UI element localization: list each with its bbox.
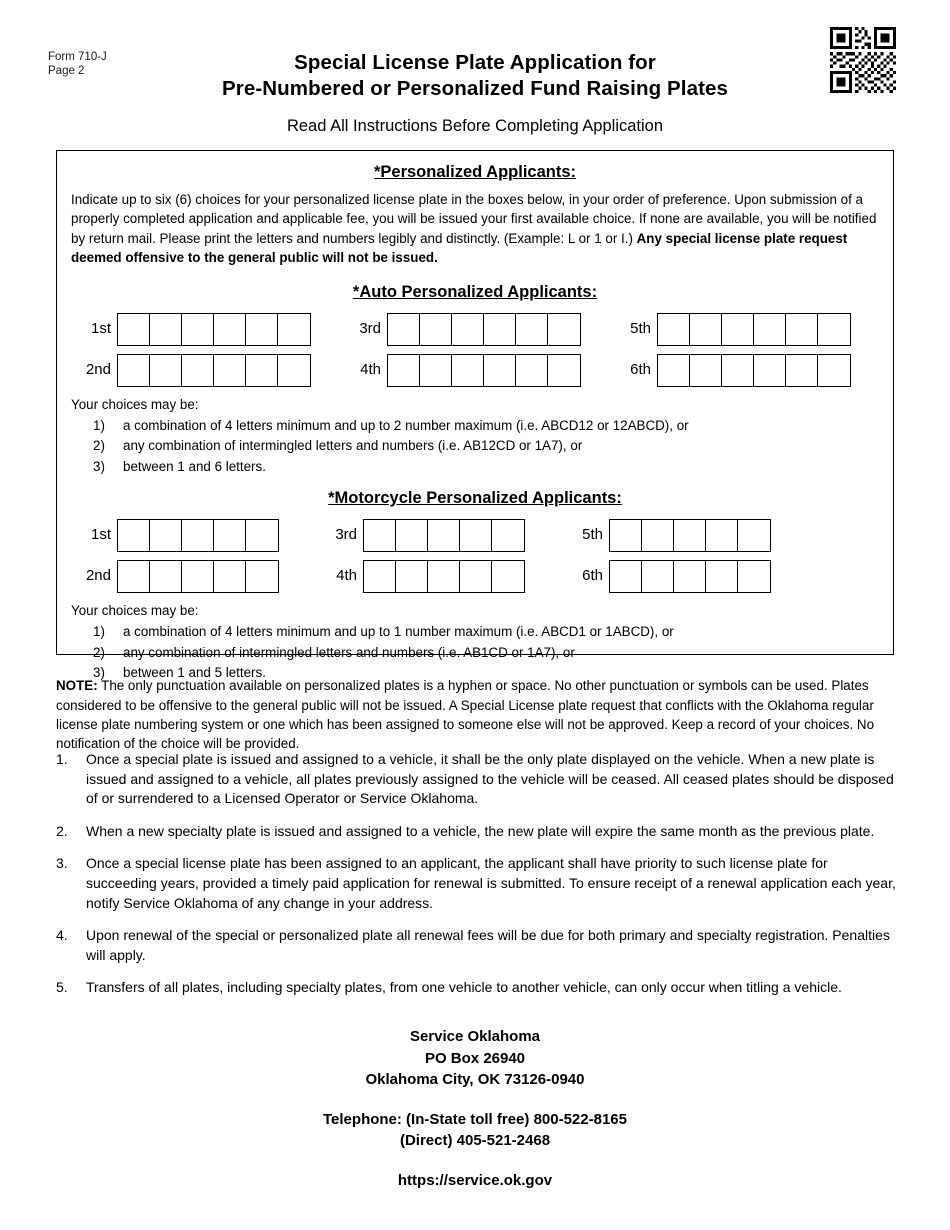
choice-text: any combination of intermingled letters and numbers (i.e. AB1CD or 1A7), or [123, 644, 575, 660]
plate-char-cell[interactable] [150, 314, 182, 345]
plate-char-cell[interactable] [428, 561, 460, 592]
note-text: The only punctuation available on personalized plates is a hyphen or space. No other punctuation or symbols can be used. Plates considered to be offensive to the general public will not be issued. A Special License plate request that conflicts with the Oklahoma regular license plate numbering system or one which has been assigned to someone else will not be approved. Keep a record of your choices. No notification of the choice will be provided. [56, 678, 875, 751]
plate-char-cell[interactable] [690, 314, 722, 345]
plate-char-cell[interactable] [452, 355, 484, 386]
term-item [56, 750, 899, 809]
form-number: Form 710-J [48, 51, 107, 63]
note-label: NOTE: [56, 678, 98, 694]
plate-char-cell[interactable] [674, 561, 706, 592]
choice-text: between 1 and 5 letters. [123, 665, 266, 681]
plate-char-cell[interactable] [548, 314, 580, 345]
motorcycle-choice-3rd [313, 519, 525, 552]
personalized-heading: *Personalized Applicants: [373, 163, 577, 181]
plate-char-cell[interactable] [388, 314, 420, 345]
auto-personalized-heading: *Auto Personalized Applicants: [352, 282, 598, 301]
plate-char-cell[interactable] [182, 314, 214, 345]
plate-char-cell[interactable] [706, 520, 738, 551]
plate-entry-boxes[interactable] [387, 354, 581, 387]
plate-char-cell[interactable] [674, 520, 706, 551]
title-line-2: Pre-Numbered or Personalized Fund Raising Plates [221, 77, 729, 100]
choice-number: 3) [93, 665, 105, 681]
plate-char-cell[interactable] [214, 314, 246, 345]
plate-char-cell[interactable] [118, 561, 150, 592]
term-text: Once a special license plate has been assigned to an applicant, the applicant shall have priority to such license plate for succeeding years, provided a timely paid application for renewal is submitted. To ensure receipt of a renewal application each year, notify Service Oklahoma of any change in your address. [86, 855, 896, 911]
plate-char-cell[interactable] [786, 355, 818, 386]
plate-char-cell[interactable] [738, 561, 770, 592]
plate-char-cell[interactable] [150, 561, 182, 592]
motorcycle-plate-choice-grid [57, 519, 893, 593]
intro-text: Indicate up to six (6) choices for your personalized license plate in the boxes below, in your order of preference. Upon submission of a properly completed application and applicable fee, you will be issued your first available choice. If none are available, you will be notified by return mail. Please print the letters and numbers legibly and distinctly. (Example: L or 1 or I.) [71, 192, 877, 246]
plate-char-cell[interactable] [706, 561, 738, 592]
motorcycle-choice-5th [559, 519, 771, 552]
plate-entry-boxes[interactable] [609, 560, 771, 593]
plate-char-cell[interactable] [484, 314, 516, 345]
ordinal-label: 3rd [335, 526, 357, 544]
auto-choice-5th [607, 313, 851, 346]
ordinal-label: 2nd [85, 361, 111, 379]
plate-char-cell[interactable] [690, 355, 722, 386]
plate-char-cell[interactable] [214, 520, 246, 551]
term-number: 1. [56, 751, 68, 767]
auto-choice-row [67, 313, 883, 346]
agency-city-state-zip: Oklahoma City, OK 73126-0940 [365, 1071, 585, 1088]
plate-char-cell[interactable] [610, 520, 642, 551]
page-subtitle: Read All Instructions Before Completing Application [286, 117, 664, 135]
plate-char-cell[interactable] [722, 355, 754, 386]
auto-choice-4th [337, 354, 581, 387]
auto-choices-lead: Your choices may be: [71, 396, 199, 412]
auto-plate-choice-grid [57, 313, 893, 387]
plate-char-cell[interactable] [818, 314, 850, 345]
plate-char-cell[interactable] [642, 561, 674, 592]
choice-text: a combination of 4 letters minimum and up to 2 number maximum (i.e. ABCD12 or 12ABCD), or [123, 417, 689, 433]
term-text: Once a special plate is issued and assigned to a vehicle, it shall be the only plate displayed on the vehicle. When a new plate is issued and assigned to a vehicle, all plates previously assigned to the vehicle will be ceased. All ceased plates should be disposed of or surrendered to a Licensed Operator or Service Oklahoma. [86, 751, 894, 807]
footer-spacer [0, 1091, 950, 1109]
motorcycle-choice-1st [67, 519, 279, 552]
plate-entry-boxes[interactable] [657, 354, 851, 387]
ordinal-label: 4th [336, 567, 357, 585]
plate-entry-boxes[interactable] [657, 313, 851, 346]
plate-char-cell[interactable] [182, 561, 214, 592]
plate-char-cell[interactable] [452, 314, 484, 345]
choice-text: any combination of intermingled letters and numbers (i.e. AB12CD or 1A7), or [123, 438, 583, 454]
ordinal-label: 1st [90, 320, 111, 338]
agency-name: Service Oklahoma [409, 1028, 541, 1045]
plate-char-cell[interactable] [278, 355, 310, 386]
term-item [56, 854, 899, 913]
choice-number: 3) [93, 459, 105, 475]
motorcycle-choice-item [93, 622, 893, 641]
plate-char-cell[interactable] [364, 520, 396, 551]
auto-choice-item [93, 416, 893, 435]
plate-char-cell[interactable] [484, 355, 516, 386]
plate-char-cell[interactable] [610, 561, 642, 592]
plate-char-cell[interactable] [278, 314, 310, 345]
term-text: Upon renewal of the special or personalized plate all renewal fees will be due for both primary and specialty registration. Penalties will apply. [86, 927, 890, 963]
auto-choice-item [93, 436, 893, 455]
plate-char-cell[interactable] [460, 520, 492, 551]
plate-entry-boxes[interactable] [363, 519, 525, 552]
term-number: 4. [56, 927, 68, 944]
note-paragraph [56, 676, 899, 753]
agency-contact-block [0, 1026, 950, 1191]
choice-number: 1) [93, 623, 105, 639]
choice-text: between 1 and 6 letters. [123, 459, 266, 475]
term-number: 5. [56, 979, 68, 996]
agency-phone-toll-free: Telephone: (In-State toll free) 800-522-8165 [323, 1110, 627, 1128]
ordinal-label: 6th [630, 361, 651, 379]
plate-char-cell[interactable] [388, 355, 420, 386]
term-text: When a new specialty plate is issued and assigned to a vehicle, the new plate will expire the same month as the previous plate. [86, 822, 875, 839]
plate-char-cell[interactable] [722, 314, 754, 345]
term-number: 3. [56, 855, 68, 872]
plate-char-cell[interactable] [150, 355, 182, 386]
personalized-applicants-panel [56, 150, 894, 681]
plate-char-cell[interactable] [396, 561, 428, 592]
agency-website-link[interactable]: https://service.ok.gov [397, 1171, 553, 1189]
plate-char-cell[interactable] [246, 314, 278, 345]
plate-char-cell[interactable] [460, 561, 492, 592]
plate-char-cell[interactable] [658, 355, 690, 386]
plate-char-cell[interactable] [658, 314, 690, 345]
plate-entry-boxes[interactable] [387, 313, 581, 346]
auto-choice-2nd [67, 354, 311, 387]
plate-char-cell[interactable] [246, 355, 278, 386]
ordinal-label: 2nd [85, 567, 111, 585]
footer-spacer [0, 1152, 950, 1170]
plate-char-cell[interactable] [642, 520, 674, 551]
plate-entry-boxes[interactable] [117, 519, 279, 552]
motorcycle-choice-4th [313, 560, 525, 593]
title-line-1: Special License Plate Application for [294, 51, 656, 74]
term-item [56, 822, 899, 842]
ordinal-label: 3rd [359, 320, 381, 338]
ordinal-label: 1st [90, 526, 111, 544]
auto-choices-list [71, 395, 893, 477]
term-text: Transfers of all plates, including specialty plates, from one vehicle to another vehicle, can only occur when titling a vehicle. [86, 979, 842, 996]
ordinal-label: 4th [360, 361, 381, 379]
plate-char-cell[interactable] [150, 520, 182, 551]
plate-entry-boxes[interactable] [117, 560, 279, 593]
page-title [0, 50, 950, 137]
plate-char-cell[interactable] [818, 355, 850, 386]
plate-char-cell[interactable] [754, 355, 786, 386]
term-item [56, 978, 899, 998]
plate-entry-boxes[interactable] [363, 560, 525, 593]
plate-char-cell[interactable] [786, 314, 818, 345]
auto-choice-6th [607, 354, 851, 387]
motorcycle-choice-row [67, 519, 883, 552]
term-item [56, 926, 899, 965]
plate-entry-boxes[interactable] [609, 519, 771, 552]
plate-char-cell[interactable] [492, 520, 524, 551]
plate-char-cell[interactable] [420, 355, 452, 386]
personalized-intro [71, 190, 879, 268]
page-label: Page 2 [48, 65, 85, 77]
ordinal-label: 5th [630, 320, 651, 338]
plate-char-cell[interactable] [214, 561, 246, 592]
motorcycle-choice-6th [559, 560, 771, 593]
plate-char-cell[interactable] [118, 520, 150, 551]
plate-char-cell[interactable] [182, 520, 214, 551]
choice-number: 2) [93, 644, 105, 660]
plate-char-cell[interactable] [428, 520, 460, 551]
plate-char-cell[interactable] [516, 314, 548, 345]
ordinal-label: 5th [582, 526, 603, 544]
plate-char-cell[interactable] [118, 355, 150, 386]
plate-char-cell[interactable] [246, 520, 278, 551]
plate-char-cell[interactable] [754, 314, 786, 345]
motorcycle-choice-2nd [67, 560, 279, 593]
plate-char-cell[interactable] [396, 520, 428, 551]
auto-choice-row [67, 354, 883, 387]
choice-number: 1) [93, 417, 105, 433]
plate-char-cell[interactable] [548, 355, 580, 386]
agency-po-box: PO Box 26940 [424, 1049, 526, 1067]
motorcycle-choice-row [67, 560, 883, 593]
plate-entry-boxes[interactable] [117, 354, 311, 387]
plate-char-cell[interactable] [516, 355, 548, 386]
terms-list [56, 750, 899, 1011]
motorcycle-choices-lead: Your choices may be: [71, 602, 199, 618]
motorcycle-personalized-heading: *Motorcycle Personalized Applicants: [328, 488, 622, 507]
plate-entry-boxes[interactable] [117, 313, 311, 346]
auto-choice-1st [67, 313, 311, 346]
choice-number: 2) [93, 438, 105, 454]
motorcycle-choices-list [71, 601, 893, 683]
choice-text: a combination of 4 letters minimum and up to 1 number maximum (i.e. ABCD1 or 1ABCD), or [123, 623, 674, 639]
agency-phone-direct: (Direct) 405-521-2468 [399, 1132, 551, 1149]
plate-char-cell[interactable] [182, 355, 214, 386]
term-number: 2. [56, 822, 68, 839]
plate-char-cell[interactable] [738, 520, 770, 551]
plate-char-cell[interactable] [492, 561, 524, 592]
plate-char-cell[interactable] [420, 314, 452, 345]
plate-char-cell[interactable] [214, 355, 246, 386]
ordinal-label: 6th [582, 567, 603, 585]
plate-char-cell[interactable] [246, 561, 278, 592]
intro-bold-text: Any special license plate request deemed offensive to the general public will not be issued. [71, 230, 848, 266]
plate-char-cell[interactable] [118, 314, 150, 345]
motorcycle-choice-item [93, 643, 893, 662]
auto-choice-3rd [337, 313, 581, 346]
plate-char-cell[interactable] [364, 561, 396, 592]
auto-choice-item [93, 457, 893, 476]
